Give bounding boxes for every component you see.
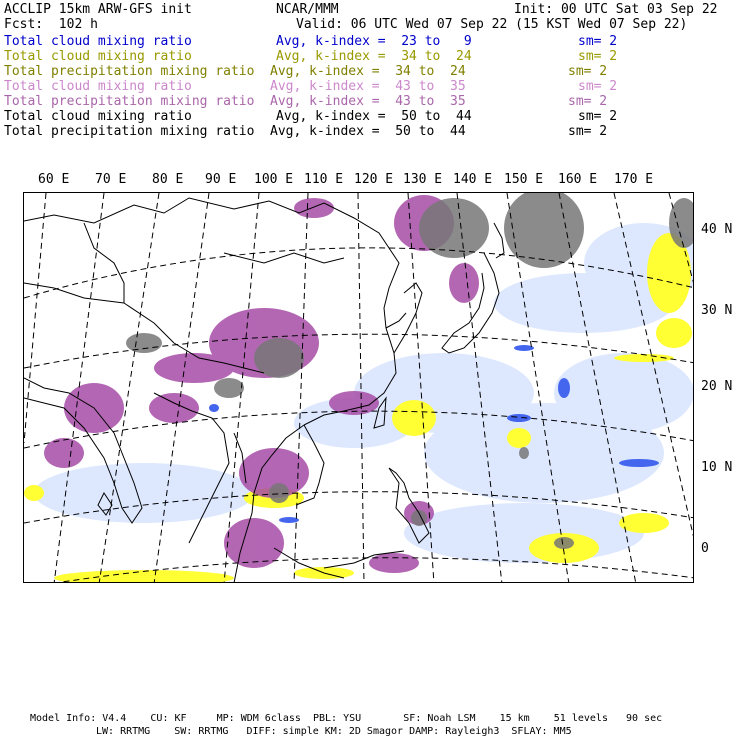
legend-field: Total precipitation mixing ratio	[4, 64, 255, 79]
forecast-map	[23, 192, 694, 583]
model-info-line2: LW: RRTMG SW: RRTMG DIFF: simple KM: 2D Smagor DAMP: Rayleigh3 SFLAY: MM5	[96, 726, 572, 737]
legend-avg: Avg, k-index = 23 to 9	[276, 34, 472, 49]
lon-label: 60 E	[38, 172, 70, 187]
legend-sm: sm= 2	[578, 109, 618, 124]
forecast-hour: Fcst: 102 h	[4, 17, 98, 32]
lon-label: 150 E	[504, 172, 544, 187]
legend-sm: sm= 2	[578, 34, 618, 49]
legend-avg: Avg, k-index = 34 to 24	[270, 64, 466, 79]
legend-sm: sm= 2	[578, 49, 618, 64]
lat-label: 10 N	[701, 460, 733, 475]
legend-sm: sm= 2	[568, 64, 608, 79]
lon-label: 170 E	[614, 172, 654, 187]
legend-sm: sm= 2	[568, 94, 608, 109]
legend-avg: Avg, k-index = 50 to 44	[270, 124, 466, 139]
lat-label: 30 N	[701, 303, 733, 318]
lon-label: 80 E	[152, 172, 184, 187]
legend-avg: Avg, k-index = 50 to 44	[276, 109, 472, 124]
org-label: NCAR/MMM	[276, 2, 339, 17]
legend-avg: Avg, k-index = 34 to 24	[276, 49, 472, 64]
legend-avg: Avg, k-index = 43 to 35	[270, 94, 466, 109]
legend-field: Total cloud mixing ratio	[4, 109, 192, 124]
valid-time: Valid: 06 UTC Wed 07 Sep 22 (15 KST Wed 07 Sep 22)	[296, 17, 688, 32]
lon-label: 140 E	[453, 172, 493, 187]
legend-sm: sm= 2	[578, 79, 618, 94]
lat-label: 20 N	[701, 379, 733, 394]
lon-label: 90 E	[205, 172, 237, 187]
lon-label: 110 E	[304, 172, 344, 187]
legend-field: Total cloud mixing ratio	[4, 49, 192, 64]
legend-field: Total precipitation mixing ratio	[4, 94, 255, 109]
lat-label: 0	[701, 541, 709, 556]
legend-field: Total cloud mixing ratio	[4, 79, 192, 94]
lon-label: 130 E	[403, 172, 443, 187]
legend-field: Total precipitation mixing ratio	[4, 124, 255, 139]
lon-label: 70 E	[95, 172, 127, 187]
lon-label: 160 E	[558, 172, 598, 187]
lon-label: 100 E	[254, 172, 294, 187]
legend-avg: Avg, k-index = 43 to 35	[270, 79, 466, 94]
legend-field: Total cloud mixing ratio	[4, 34, 192, 49]
legend-sm: sm= 2	[568, 124, 608, 139]
init-time: Init: 00 UTC Sat 03 Sep 22	[514, 2, 718, 17]
lat-label: 40 N	[701, 222, 733, 237]
lon-label: 120 E	[354, 172, 394, 187]
model-title: ACCLIP 15km ARW-GFS init	[4, 2, 192, 17]
model-info-line1: Model Info: V4.4 CU: KF MP: WDM 6class PBL: YSU SF: Noah LSM 15 km 51 levels 90 sec	[30, 713, 663, 724]
